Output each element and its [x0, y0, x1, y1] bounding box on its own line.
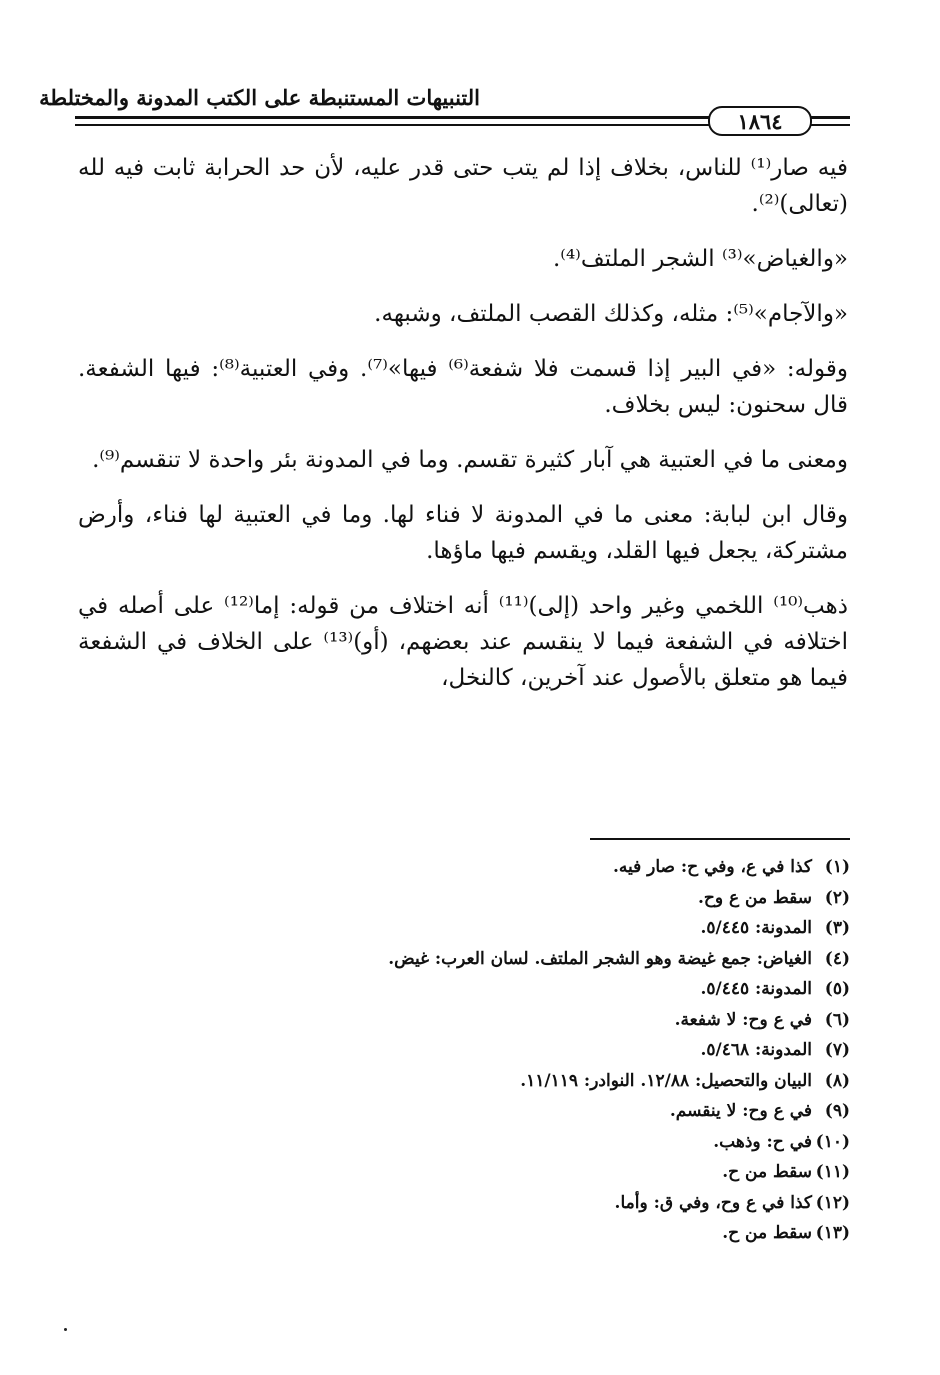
footnote-item	[78, 1066, 850, 1097]
footnote-number: (٤)	[824, 948, 850, 969]
footnote-number: (٣)	[824, 918, 850, 938]
footnote-number: (٧)	[824, 1040, 850, 1060]
footnote-number: (١٠)	[815, 1131, 850, 1152]
footnote-text: في ح: وذهب.	[713, 1131, 812, 1152]
paragraph-6: وقال ابن لبابة: معنى ما في المدونة لا فناء لها. وما في العتبية لها فناء، وأرض مشتركة، يجعل فيها القلد، ويقسم فيها ماؤها.	[78, 502, 848, 564]
footnote-number: (٨)	[824, 1070, 850, 1091]
footnote-item	[78, 1005, 850, 1036]
footnote-text: كذا في ع، وفي ح: صار فيه.	[612, 857, 812, 877]
footnote-number: (٥)	[824, 979, 850, 999]
footnote-item	[78, 1218, 850, 1249]
footnotes-list	[78, 852, 850, 1249]
footnote-number: (١)	[824, 857, 850, 877]
footnote-number: (١٣)	[815, 1223, 850, 1243]
paragraph-3: «والآجام»⁽⁵⁾: مثله، وكذلك القصب الملتف، وشبهه.	[374, 301, 848, 327]
scan-speck	[64, 1328, 67, 1331]
footnote-item	[78, 1157, 850, 1188]
footnote-text: كذا في ع وح، وفي ق: وأما.	[614, 1192, 812, 1213]
footnote-number: (١٢)	[815, 1192, 850, 1213]
footnote-item	[78, 1096, 850, 1127]
footnote-text: في ع وح: لا ينقسم.	[669, 1101, 812, 1121]
footnote-text: المدونة: ٥/٤٤٥.	[700, 979, 812, 999]
paragraph-7: ذهب⁽¹⁰⁾ اللخمي وغير واحد (إلى)⁽¹¹⁾ أنه اختلاف من قوله: إما⁽¹²⁾ على أصله في اختلافه في الشفعة فيما لا ينقسم عند بعضهم، (أو)⁽¹³⁾ على الخلاف في الشفعة فيما هو متعلق بالأصول عند آخرين، كالنخل،	[78, 593, 848, 691]
footnote-text: الغياض: جمع غيضة وهو الشجر الملتف. لسان العرب: غيض.	[388, 948, 812, 969]
footnote-text: سقط من ح.	[722, 1223, 812, 1243]
footnote-number: (٩)	[824, 1101, 850, 1121]
footnote-item	[78, 883, 850, 914]
footnote-item	[78, 974, 850, 1005]
running-header-title: التنبيهات المستنبطة على الكتب المدونة والمختلطة	[39, 85, 480, 110]
page-number: ١٨٦٤	[708, 106, 812, 136]
footnote-text: في ع وح: لا شفعة.	[674, 1009, 812, 1030]
footnote-item	[78, 1127, 850, 1158]
footnote-text: البيان والتحصيل: ١٢/٨٨. النوادر: ١١/١١٩.	[520, 1070, 812, 1091]
footnote-separator	[590, 838, 850, 840]
footnote-item	[78, 1035, 850, 1066]
footnote-number: (١١)	[815, 1162, 850, 1182]
footnote-item	[78, 913, 850, 944]
paragraph-2: «والغياض»⁽³⁾ الشجر الملتف⁽⁴⁾.	[552, 246, 848, 272]
paragraph-1: فيه صار⁽¹⁾ للناس، بخلاف إذا لم يتب حتى قدر عليه، لأن حد الحرابة ثابت فيه لله (تعالى)⁽²⁾.	[78, 155, 848, 217]
footnote-text: المدونة: ٥/٤٦٨.	[700, 1040, 812, 1060]
footnote-text: سقط من ح.	[722, 1162, 812, 1182]
footnote-number: (٢)	[824, 887, 850, 908]
paragraph-5: ومعنى ما في العتبية هي آبار كثيرة تقسم. وما في المدونة بئر واحدة لا تنقسم⁽⁹⁾.	[92, 447, 848, 473]
footnote-text: المدونة: ٥/٤٤٥.	[700, 918, 812, 938]
footnote-text: سقط من ع وح.	[697, 887, 812, 908]
footnote-item	[78, 944, 850, 975]
paragraph-4: وقوله: «في البير إذا قسمت فلا شفعة⁽⁶⁾ فيها»⁽⁷⁾. وفي العتبية⁽⁸⁾: فيها الشفعة. قال سحنون: ليس بخلاف.	[78, 356, 849, 418]
footnote-item	[78, 852, 850, 883]
main-text	[78, 150, 848, 715]
footnote-number: (٦)	[824, 1009, 850, 1030]
footnote-item	[78, 1188, 850, 1219]
